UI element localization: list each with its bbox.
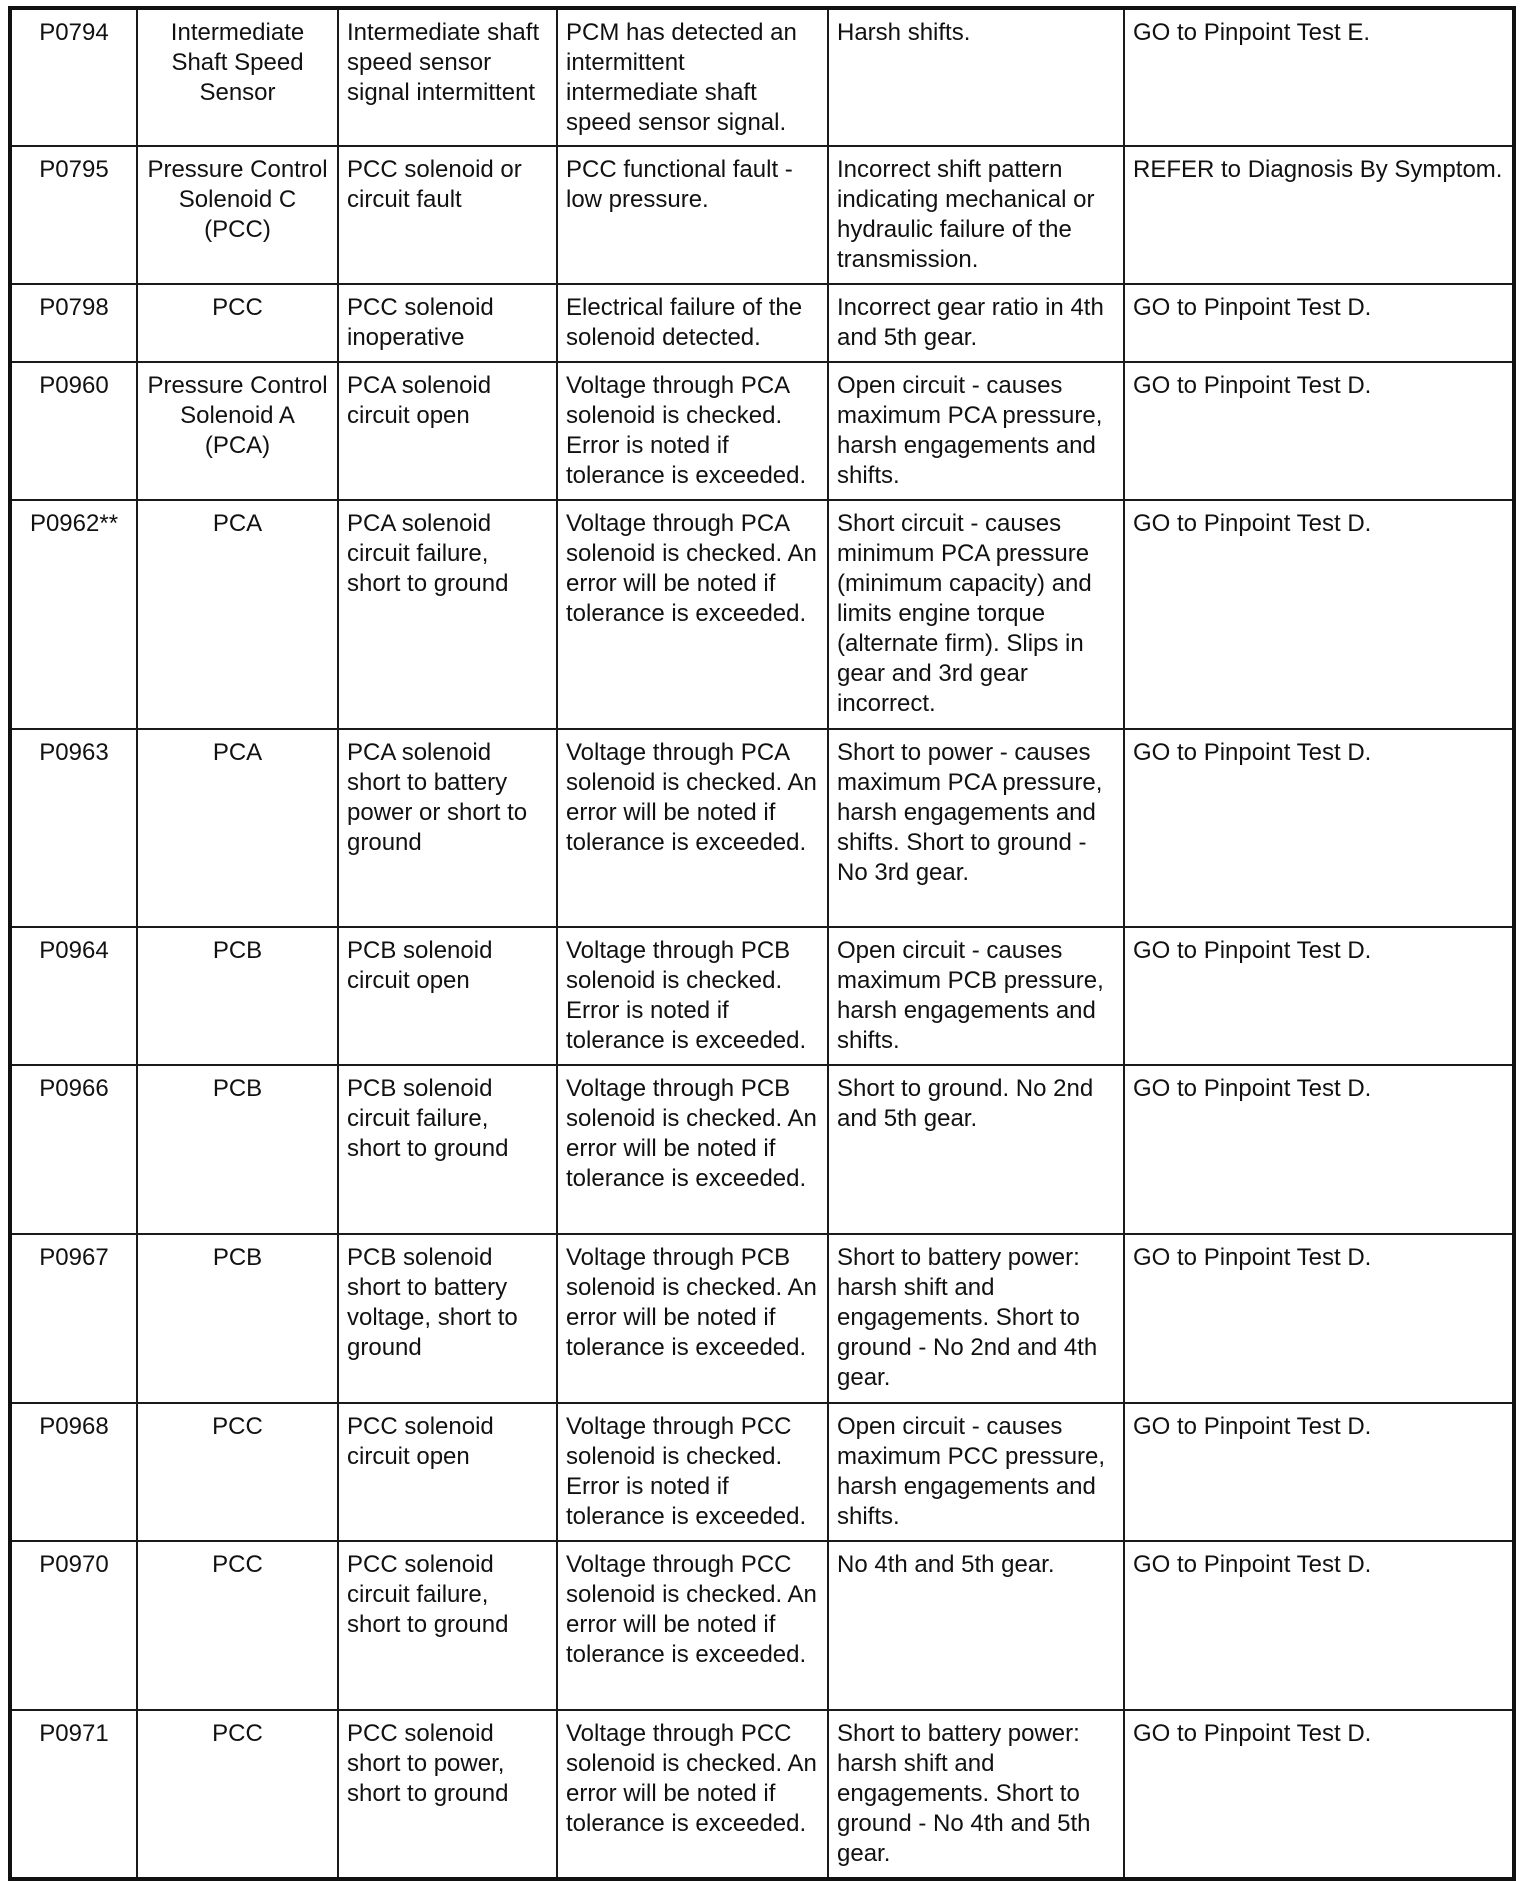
symptom-cell: Short circuit - causes minimum PCA pressure (minimum capacity) and limits engine torque (alternate firm). Slips in gear and 3rd gear incorrect. [828, 500, 1124, 729]
condition-cell: Electrical failure of the solenoid detected. [557, 284, 828, 362]
component-cell: Pressure Control Solenoid C (PCC) [137, 146, 338, 284]
condition-cell: Voltage through PCA solenoid is checked. Error is noted if tolerance is exceeded. [557, 362, 828, 500]
dtc-code-cell: P0964 [10, 927, 137, 1065]
dtc-table-body [10, 8, 1514, 1879]
symptom-cell: Short to power - causes maximum PCA pressure, harsh engagements and shifts. Short to ground - No 3rd gear. [828, 729, 1124, 927]
condition-cell: Voltage through PCA solenoid is checked. An error will be noted if tolerance is exceeded. [557, 500, 828, 729]
condition-cell: Voltage through PCB solenoid is checked. An error will be noted if tolerance is exceeded. [557, 1065, 828, 1234]
symptom-cell: No 4th and 5th gear. [828, 1541, 1124, 1710]
description-cell: PCA solenoid circuit open [338, 362, 557, 500]
dtc-code-cell: P0968 [10, 1403, 137, 1541]
description-cell: PCC solenoid circuit failure, short to ground [338, 1541, 557, 1710]
description-cell: PCC solenoid or circuit fault [338, 146, 557, 284]
condition-cell: PCC functional fault - low pressure. [557, 146, 828, 284]
dtc-code-cell: P0971 [10, 1710, 137, 1879]
dtc-code-cell: P0966 [10, 1065, 137, 1234]
component-cell: PCA [137, 729, 338, 927]
description-cell: Intermediate shaft speed sensor signal intermittent [338, 8, 557, 146]
action-cell: GO to Pinpoint Test E. [1124, 8, 1514, 146]
symptom-cell: Incorrect shift pattern indicating mechanical or hydraulic failure of the transmission. [828, 146, 1124, 284]
dtc-code-cell: P0962** [10, 500, 137, 729]
table-row [10, 927, 1514, 1065]
action-cell: GO to Pinpoint Test D. [1124, 500, 1514, 729]
dtc-code-cell: P0794 [10, 8, 137, 146]
description-cell: PCC solenoid circuit open [338, 1403, 557, 1541]
table-row [10, 1710, 1514, 1879]
table-row [10, 8, 1514, 146]
action-cell: GO to Pinpoint Test D. [1124, 729, 1514, 927]
table-row [10, 500, 1514, 729]
component-cell: PCB [137, 927, 338, 1065]
action-cell: GO to Pinpoint Test D. [1124, 1403, 1514, 1541]
table-row [10, 1541, 1514, 1710]
description-cell: PCC solenoid short to power, short to ground [338, 1710, 557, 1879]
component-cell: PCB [137, 1234, 338, 1403]
table-row [10, 284, 1514, 362]
dtc-code-cell: P0960 [10, 362, 137, 500]
table-row [10, 729, 1514, 927]
description-cell: PCA solenoid short to battery power or short to ground [338, 729, 557, 927]
dtc-code-cell: P0798 [10, 284, 137, 362]
action-cell: GO to Pinpoint Test D. [1124, 1710, 1514, 1879]
description-cell: PCC solenoid inoperative [338, 284, 557, 362]
symptom-cell: Incorrect gear ratio in 4th and 5th gear. [828, 284, 1124, 362]
table-row [10, 362, 1514, 500]
action-cell: GO to Pinpoint Test D. [1124, 1065, 1514, 1234]
component-cell: Pressure Control Solenoid A (PCA) [137, 362, 338, 500]
dtc-table [8, 6, 1516, 1881]
symptom-cell: Open circuit - causes maximum PCB pressure, harsh engagements and shifts. [828, 927, 1124, 1065]
component-cell: PCC [137, 1541, 338, 1710]
table-row [10, 1403, 1514, 1541]
table-row [10, 146, 1514, 284]
action-cell: GO to Pinpoint Test D. [1124, 362, 1514, 500]
component-cell: PCC [137, 284, 338, 362]
component-cell: PCC [137, 1710, 338, 1879]
dtc-code-cell: P0963 [10, 729, 137, 927]
symptom-cell: Short to battery power: harsh shift and engagements. Short to ground - No 2nd and 4th gear. [828, 1234, 1124, 1403]
description-cell: PCA solenoid circuit failure, short to ground [338, 500, 557, 729]
dtc-code-cell: P0970 [10, 1541, 137, 1710]
dtc-table-container [8, 6, 1512, 1881]
action-cell: GO to Pinpoint Test D. [1124, 284, 1514, 362]
table-row [10, 1234, 1514, 1403]
condition-cell: Voltage through PCC solenoid is checked. Error is noted if tolerance is exceeded. [557, 1403, 828, 1541]
component-cell: PCB [137, 1065, 338, 1234]
condition-cell: Voltage through PCA solenoid is checked. An error will be noted if tolerance is exceeded. [557, 729, 828, 927]
description-cell: PCB solenoid circuit open [338, 927, 557, 1065]
dtc-code-cell: P0967 [10, 1234, 137, 1403]
condition-cell: Voltage through PCB solenoid is checked. An error will be noted if tolerance is exceeded. [557, 1234, 828, 1403]
condition-cell: PCM has detected an intermittent intermediate shaft speed sensor signal. [557, 8, 828, 146]
action-cell: GO to Pinpoint Test D. [1124, 1541, 1514, 1710]
description-cell: PCB solenoid short to battery voltage, short to ground [338, 1234, 557, 1403]
symptom-cell: Open circuit - causes maximum PCC pressure, harsh engagements and shifts. [828, 1403, 1124, 1541]
component-cell: PCA [137, 500, 338, 729]
description-cell: PCB solenoid circuit failure, short to ground [338, 1065, 557, 1234]
action-cell: REFER to Diagnosis By Symptom. [1124, 146, 1514, 284]
component-cell: PCC [137, 1403, 338, 1541]
symptom-cell: Open circuit - causes maximum PCA pressure, harsh engagements and shifts. [828, 362, 1124, 500]
action-cell: GO to Pinpoint Test D. [1124, 927, 1514, 1065]
action-cell: GO to Pinpoint Test D. [1124, 1234, 1514, 1403]
condition-cell: Voltage through PCC solenoid is checked. An error will be noted if tolerance is exceeded. [557, 1541, 828, 1710]
condition-cell: Voltage through PCB solenoid is checked. Error is noted if tolerance is exceeded. [557, 927, 828, 1065]
table-row [10, 1065, 1514, 1234]
condition-cell: Voltage through PCC solenoid is checked. An error will be noted if tolerance is exceeded. [557, 1710, 828, 1879]
symptom-cell: Short to battery power: harsh shift and engagements. Short to ground - No 4th and 5th gear. [828, 1710, 1124, 1879]
symptom-cell: Harsh shifts. [828, 8, 1124, 146]
component-cell: Intermediate Shaft Speed Sensor [137, 8, 338, 146]
dtc-code-cell: P0795 [10, 146, 137, 284]
symptom-cell: Short to ground. No 2nd and 5th gear. [828, 1065, 1124, 1234]
